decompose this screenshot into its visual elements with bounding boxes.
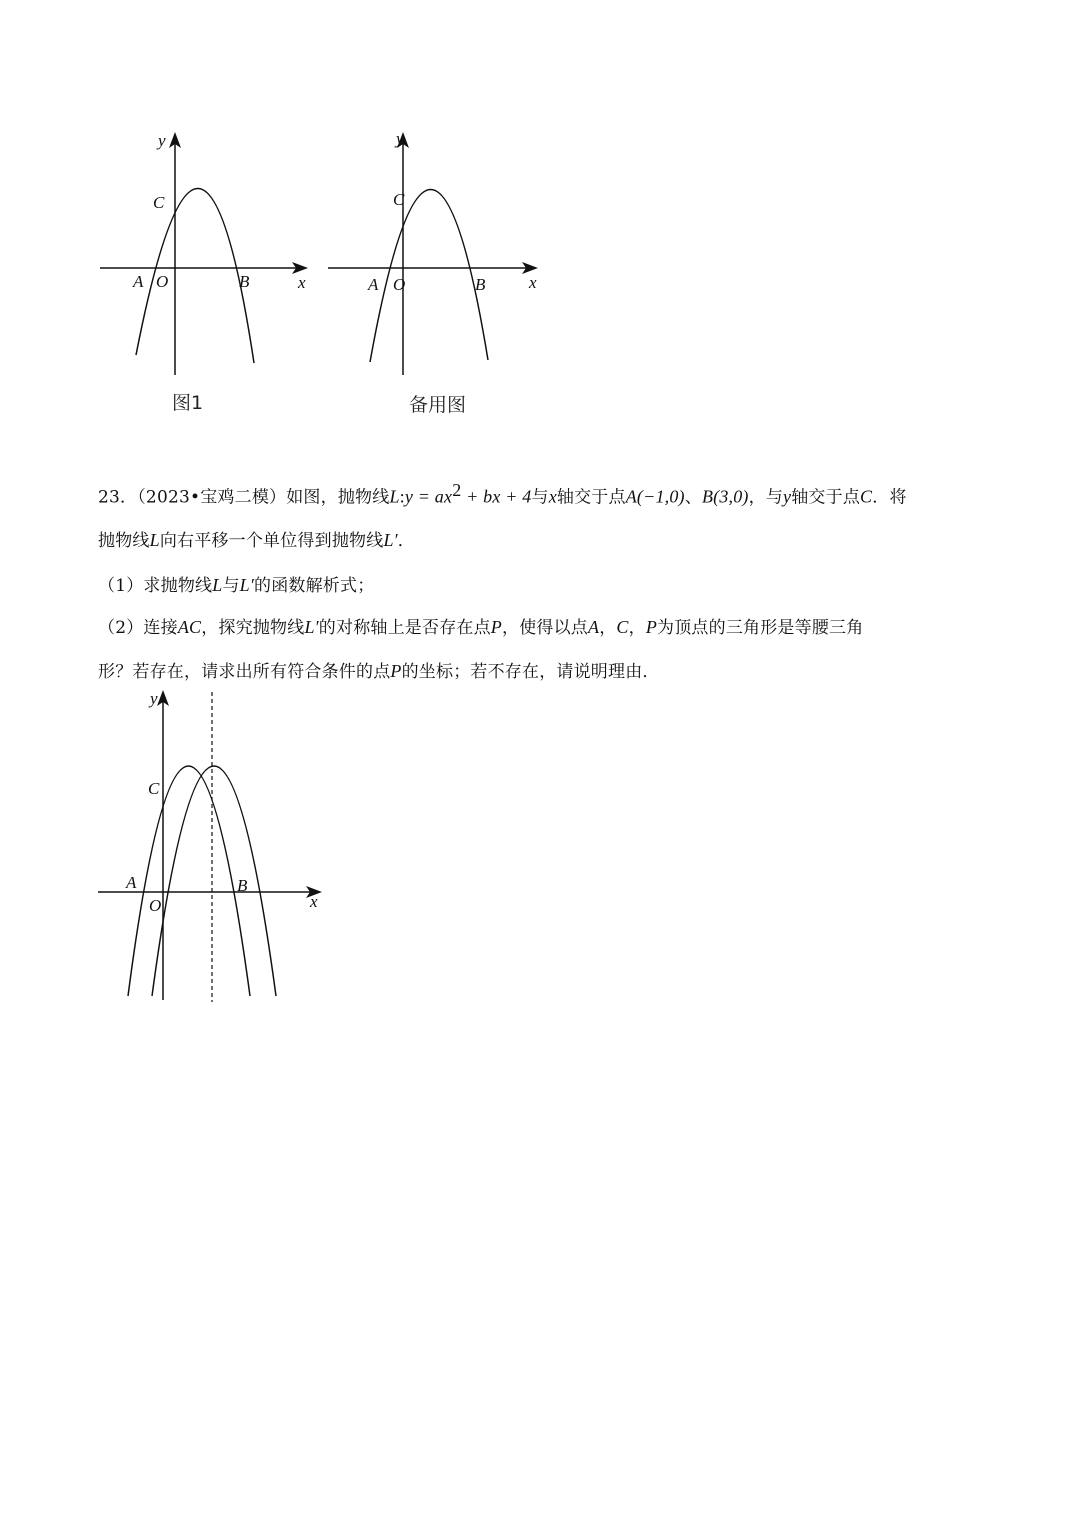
- math-colon: :: [399, 486, 405, 507]
- math-equation-suffix: + bx + 4: [461, 486, 532, 507]
- origin-label: O: [149, 896, 162, 915]
- problem-23-line-1: [98, 478, 907, 510]
- math-C: C: [616, 617, 629, 637]
- math-L-prime: L′: [239, 575, 254, 595]
- point-c-label: C: [148, 779, 160, 798]
- point-c-label: C: [153, 193, 165, 212]
- math-point-b: B(3,0): [701, 486, 749, 507]
- x-label: x: [298, 273, 306, 292]
- text: 形？若存在，请求出所有符合条件的点: [98, 662, 391, 682]
- text: 轴交于点: [791, 487, 861, 508]
- math-AC: AC: [177, 617, 202, 637]
- figure-backup-caption: 备用图: [409, 394, 467, 416]
- origin-label: O: [393, 275, 406, 294]
- question-2-line-1: [98, 615, 863, 640]
- math-L-prime: L′: [304, 617, 319, 637]
- math-L-prime: L′: [383, 530, 398, 550]
- figure-problem-23: [90, 680, 340, 1010]
- text: 的函数解析式；: [254, 576, 375, 596]
- text: 轴交于点: [556, 487, 626, 508]
- point-a-label: A: [126, 873, 137, 892]
- x-label: x: [310, 892, 318, 911]
- figure-1-caption: 图1: [172, 392, 204, 414]
- text: ．将: [872, 487, 907, 508]
- point-a-label: A: [368, 275, 379, 294]
- text: 与: [222, 576, 240, 596]
- problem-source: 23．（2023•宝鸡二模）如图，抛物线: [98, 487, 390, 508]
- parabola-L: [128, 766, 250, 996]
- math-x: x: [548, 486, 557, 507]
- math-L: L: [212, 575, 223, 595]
- x-label: x: [529, 273, 537, 292]
- problem-23-line-2: [98, 528, 415, 553]
- y-label: y: [396, 129, 404, 148]
- parabola-curve: [370, 189, 488, 362]
- text: （2）连接: [98, 618, 178, 638]
- point-c-label: C: [393, 190, 405, 209]
- text: ，: [628, 618, 646, 638]
- figure-1: [90, 120, 330, 390]
- text: 为顶点的三角形是等腰三角: [657, 618, 864, 638]
- text: 向右平移一个单位得到抛物线: [159, 531, 384, 551]
- point-b-label: B: [237, 876, 248, 895]
- math-P: P: [490, 617, 502, 637]
- math-point-a: A(−1,0): [625, 486, 685, 507]
- text: ，探究抛物线: [201, 618, 305, 638]
- origin-label: O: [156, 272, 169, 291]
- text: ，: [599, 618, 617, 638]
- point-b-label: B: [239, 272, 250, 291]
- figure-backup: [318, 120, 558, 390]
- parabola-curve: [136, 188, 254, 363]
- text: ，与: [748, 487, 784, 508]
- text: 抛物线: [98, 531, 150, 551]
- math-A: A: [588, 617, 600, 637]
- math-P: P: [645, 617, 658, 637]
- point-b-label: B: [475, 275, 486, 294]
- math-y: y: [783, 486, 792, 507]
- y-label: y: [150, 689, 158, 708]
- question-1: [98, 573, 374, 598]
- text: ，使得以点: [502, 618, 588, 638]
- point-a-label: A: [133, 272, 144, 291]
- text: 的坐标；若不存在，请说明理由．: [401, 662, 660, 682]
- text: 的对称轴上是否存在点: [318, 618, 491, 638]
- math-P: P: [390, 661, 402, 681]
- text: 与: [531, 487, 549, 508]
- text: （1）求抛物线: [98, 576, 213, 596]
- parabola-L-prime: [152, 766, 276, 996]
- y-label: y: [158, 131, 166, 150]
- math-exponent: 2: [452, 480, 462, 500]
- text: ．: [397, 531, 415, 551]
- math-L: L: [389, 486, 400, 507]
- math-equation-prefix: y = ax: [404, 486, 453, 507]
- text: 、: [684, 487, 702, 508]
- math-C: C: [860, 486, 873, 507]
- math-L: L: [149, 530, 160, 550]
